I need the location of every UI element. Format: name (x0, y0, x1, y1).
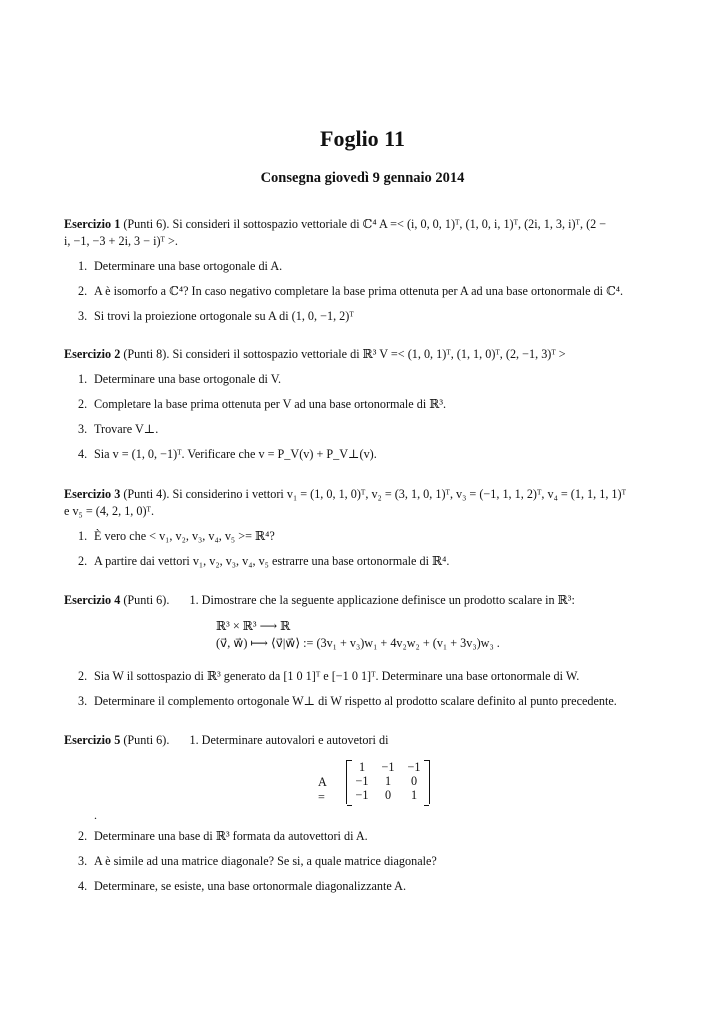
matrix-lhs: A = (318, 775, 327, 804)
item-number: 3. (78, 422, 88, 436)
exercise-4-list (64, 668, 662, 710)
item-text: A partire dai vettori v₁, v₂, v₃, v₄, v₅ estrarre una base ortonormale di ℝ⁴. (94, 554, 450, 568)
item-number: 3. (78, 854, 88, 868)
list-item (64, 283, 662, 300)
exercise-4-intro (64, 592, 662, 609)
list-item (64, 371, 662, 388)
exercise-1-intro (64, 216, 662, 233)
exercise-4-label: Esercizio 4 (64, 593, 121, 607)
item-text: Sia v = (1, 0, −1)ᵀ. Verificare che v = P_V(v) + P_V⊥(v). (94, 447, 377, 461)
item-number: 1. (78, 529, 88, 543)
matrix-cell: 1 (384, 774, 392, 788)
item-number: 1. (78, 372, 88, 386)
item-number: 3. (78, 694, 88, 708)
exercise-5-points: (Punti 6). (123, 733, 170, 747)
exercise-1-text-line2: i, −1, −3 + 2i, 3 − i)ᵀ >. (64, 234, 178, 248)
list-item (64, 308, 662, 325)
exercise-1-points: (Punti 6). (123, 217, 170, 231)
list-item (64, 668, 662, 685)
exercise-3 (64, 486, 662, 570)
exercise-5 (64, 732, 662, 749)
item-text: A è simile ad una matrice diagonale? Se si, a quale matrice diagonale? (94, 854, 437, 868)
exercise-4-points: (Punti 6). (123, 593, 170, 607)
formula-line-2: (v⃗, w⃗) ⟼ ⟨v⃗|w⃗⟩ := (3v₁ + v₃)w₁ + 4v₂w₂ + (v₁ + 3v₃)w₃ . (216, 636, 500, 650)
exercise-2 (64, 346, 662, 463)
item-number: 1. (189, 593, 199, 607)
exercise-2-list (64, 371, 662, 463)
exercise-1-list (64, 258, 662, 325)
item-text: A è isomorfo a ℂ⁴? In caso negativo completare la base prima ottenuta per A ad una base ortonormale di ℂ⁴. (94, 284, 624, 298)
list-item (64, 853, 662, 870)
list-item (64, 396, 662, 413)
item-text: Completare la base prima ottenuta per V ad una base ortonormale di ℝ³. (94, 397, 447, 411)
matrix-cell: −1 (407, 760, 421, 774)
exercise-4 (64, 592, 662, 609)
matrix-row (347, 788, 429, 802)
matrix-cell: −1 (355, 788, 369, 802)
item-text: Determinare il complemento ortogonale W⊥ di W rispetto al prodotto scalare definito al punto precedente. (94, 694, 617, 708)
exercise-5-label: Esercizio 5 (64, 733, 121, 747)
page-title: Foglio 11 (320, 126, 405, 151)
matrix-brackets (346, 760, 430, 804)
matrix-row (347, 760, 429, 774)
matrix-cell: 0 (410, 774, 418, 788)
list-item (64, 878, 662, 895)
exercise-3-intro (64, 486, 662, 503)
item-number: 2. (78, 397, 88, 411)
item-number: 4. (78, 447, 88, 461)
page-subtitle: Consegna giovedì 9 gennaio 2014 (260, 170, 465, 186)
item-text: Determinare una base ortogonale di A. (94, 259, 283, 273)
list-item (64, 446, 662, 463)
exercise-4-list-wrap (64, 660, 662, 710)
trailing-dot: . (94, 808, 97, 822)
matrix-cell: 0 (384, 788, 392, 802)
item-text: Determinare una base di ℝ³ formata da autovettori di A. (94, 829, 368, 843)
exercise-4-formula (216, 618, 500, 652)
item-number: 2. (78, 829, 88, 843)
item-number: 1. (189, 733, 199, 747)
item-text: Sia W il sottospazio di ℝ³ generato da [1 0 1]ᵀ e [−1 0 1]ᵀ. Determinare una base ortonormale di W. (94, 669, 580, 683)
exercise-1-text-line1: Si consideri il sottospazio vettoriale di ℂ⁴ A =< (i, 0, 0, 1)ᵀ, (1, 0, i, 1)ᵀ, (2i, 1, 3, i)ᵀ, (2 − (172, 217, 607, 231)
item-number: 4. (78, 879, 88, 893)
item-text: Trovare V⊥. (94, 422, 159, 436)
exercise-5-intro (64, 732, 662, 749)
exercise-3-label: Esercizio 3 (64, 487, 121, 501)
list-item (64, 528, 662, 545)
item-number: 3. (78, 309, 88, 323)
exercise-3-points: (Punti 4). (123, 487, 170, 501)
exercise-3-text-line1: Si considerino i vettori v₁ = (1, 0, 1, 0)ᵀ, v₂ = (3, 1, 0, 1)ᵀ, v₃ = (−1, 1, 1, 2)ᵀ, v₄ = (1, 1, 1, 1)ᵀ (172, 487, 626, 501)
exercise-5-list-wrap (64, 820, 662, 895)
exercise-2-text-line1: Si consideri il sottospazio vettoriale di ℝ³ V =< (1, 0, 1)ᵀ, (1, 1, 0)ᵀ, (2, −1, 3)ᵀ > (172, 347, 566, 361)
list-item (64, 693, 662, 710)
item-text: Determinare una base ortogonale di V. (94, 372, 282, 386)
exercise-5-list (64, 828, 662, 895)
matrix-cell: −1 (355, 774, 369, 788)
list-item (64, 828, 662, 845)
exercise-3-text-line2: e v₅ = (4, 2, 1, 0)ᵀ. (64, 504, 155, 518)
list-item (64, 258, 662, 275)
formula-line-1: ℝ³ × ℝ³ ⟶ ℝ (216, 619, 291, 633)
exercise-2-label: Esercizio 2 (64, 347, 121, 361)
matrix-cell: 1 (410, 788, 418, 802)
item-text: Determinare, se esiste, una base ortonormale diagonalizzante A. (94, 879, 407, 893)
matrix-cell: 1 (358, 760, 366, 774)
matrix-cell: −1 (381, 760, 395, 774)
exercise-2-intro (64, 346, 662, 363)
exercise-1 (64, 216, 662, 325)
item-number: 2. (78, 554, 88, 568)
matrix-row (347, 774, 429, 788)
list-item (64, 421, 662, 438)
item-text: È vero che < v₁, v₂, v₃, v₄, v₅ >= ℝ⁴? (94, 529, 275, 543)
item-number: 2. (78, 284, 88, 298)
item-text: Si trovi la proiezione ortogonale su A di (1, 0, −1, 2)ᵀ (94, 309, 354, 323)
list-item (64, 553, 662, 570)
exercise-1-label: Esercizio 1 (64, 217, 121, 231)
exercise-3-list (64, 528, 662, 570)
exercise-2-points: (Punti 8). (123, 347, 170, 361)
item-number: 2. (78, 669, 88, 683)
item-number: 1. (78, 259, 88, 273)
exercise-5-item1: Determinare autovalori e autovetori di (201, 733, 389, 747)
exercise-4-item1: Dimostrare che la seguente applicazione definisce un prodotto scalare in ℝ³: (201, 593, 575, 607)
